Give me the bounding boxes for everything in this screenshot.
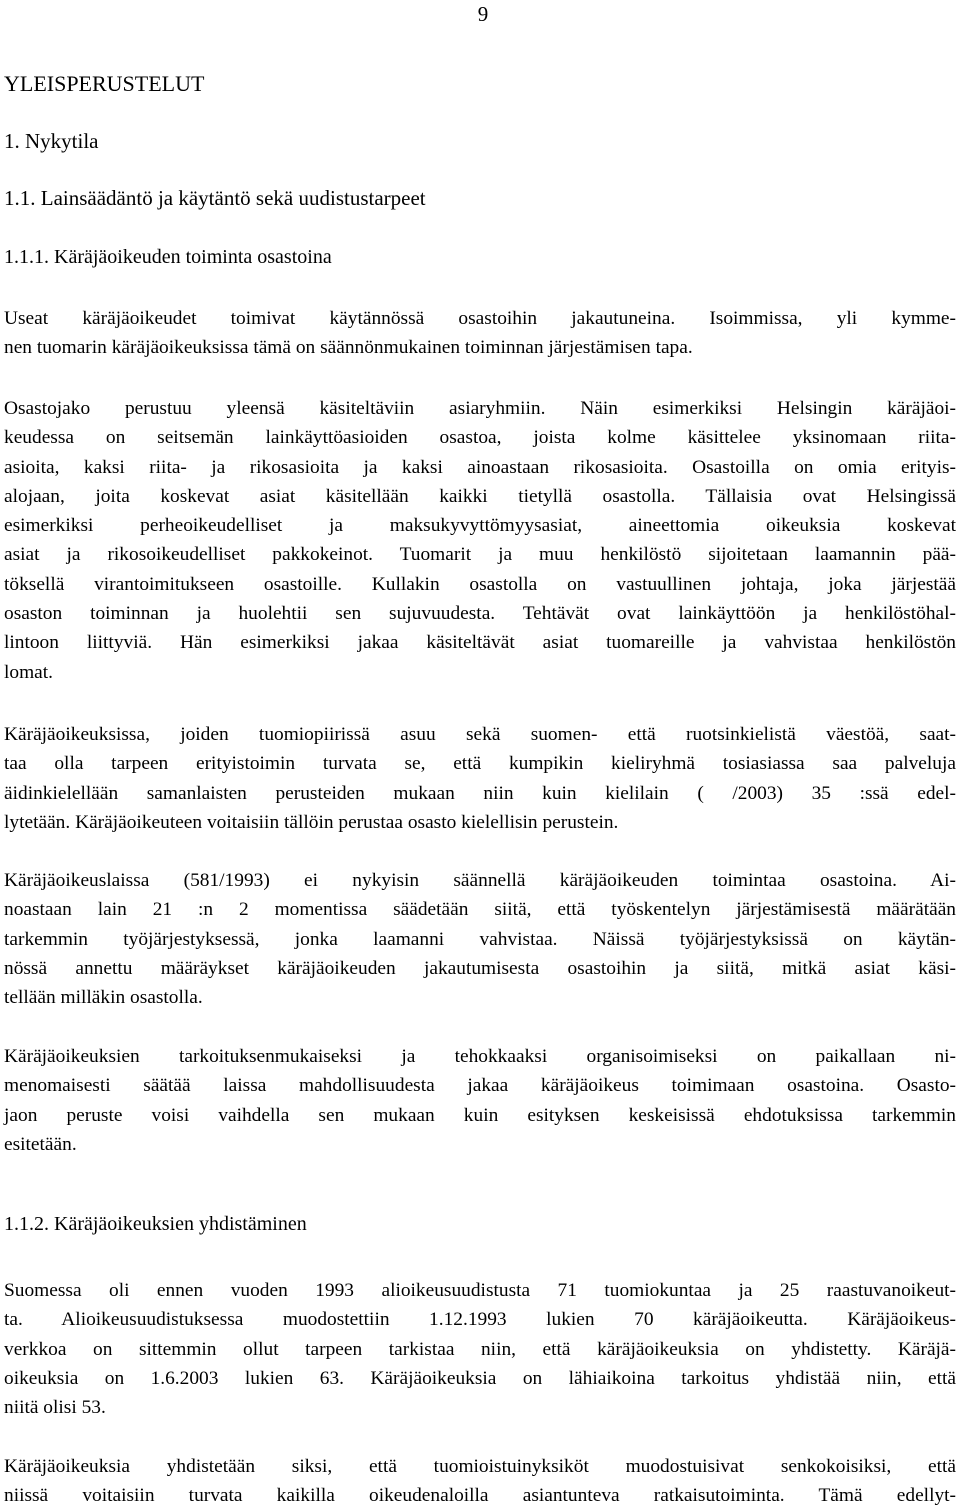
paragraph-line: nössä annettu määräykset käräjäoikeuden jakautumisesta osastoihin ja siitä, mitkä asiat käsi- bbox=[4, 957, 956, 979]
paragraph-line: verkkoa on sittemmin ollut tarpeen tarkistaa niin, että käräjäoikeuksia on yhdistetty. Käräjä- bbox=[4, 1338, 956, 1360]
section-heading-1: 1. Nykytila bbox=[4, 129, 99, 153]
paragraph-7 bbox=[4, 1452, 956, 1511]
paragraph-line: esitetään. bbox=[4, 1133, 77, 1155]
paragraph-line: Käräjäoikeuksissa, joiden tuomiopiirissä asuu sekä suomen- että ruotsinkielistä väestöä, saat- bbox=[4, 724, 956, 745]
paragraph-2 bbox=[4, 394, 956, 687]
paragraph-6 bbox=[4, 1276, 956, 1422]
paragraph-line: jaon peruste voisi vaihdella sen mukaan kuin esityksen keskeisissä ehdotuksissa tarkemmin bbox=[4, 1104, 956, 1126]
section-heading-1-1-1: 1.1.1. Käräjäoikeuden toiminta osastoina bbox=[4, 246, 332, 268]
paragraph-line: niitä olisi 53. bbox=[4, 1397, 106, 1419]
paragraph-1 bbox=[4, 304, 956, 363]
main-heading: YLEISPERUSTELUT bbox=[4, 71, 205, 96]
paragraph-line: Suomessa oli ennen vuoden 1993 alioikeusuudistusta 71 tuomiokuntaa ja 25 raastuvanoikeut- bbox=[4, 1280, 956, 1301]
paragraph-line: Käräjäoikeuksien tarkoituksenmukaiseksi ja tehokkaaksi organisoimiseksi on paikallaan ni- bbox=[4, 1046, 956, 1067]
paragraph-line: lintoon liittyviä. Hän esimerkiksi jakaa käsiteltävät asiat tuomareille ja vahvistaa henkilöstön bbox=[4, 632, 956, 654]
paragraph-line: tellään milläkin osastolla. bbox=[4, 987, 203, 1009]
paragraph-line: nen tuomarin käräjäoikeuksissa tämä on säännönmukainen toiminnan järjestämisen tapa. bbox=[4, 337, 693, 359]
paragraph-line: asioita, kaksi riita- ja rikosasioita ja kaksi ainoastaan rikosasioita. Osastoilla on omia erityis- bbox=[4, 456, 956, 478]
section-heading-1-1: 1.1. Lainsäädäntö ja käytäntö sekä uudistustarpeet bbox=[4, 186, 426, 210]
paragraph-3 bbox=[4, 720, 956, 837]
paragraph-line: niissä voitaisiin turvata kaikilla oikeudenaloilla asiantunteva ratkaisutoiminta. Tämä edellyt- bbox=[4, 1485, 956, 1507]
paragraph-line: taa olla tarpeen erityistoimin turvata se, että kumpikin kieliryhmä tosiasiassa saa palveluja bbox=[4, 753, 956, 775]
paragraph-line: asiat ja rikosoikeudelliset pakkokeinot. Tuomarit ja muu henkilöstö sijoitetaan laamannin pää- bbox=[4, 544, 956, 566]
paragraph-4 bbox=[4, 866, 956, 1012]
paragraph-line: äidinkielellään samanlaisten perusteiden mukaan niin kuin kielilain ( /2003) 35 :ssä edel- bbox=[4, 782, 956, 804]
paragraph-line: lomat. bbox=[4, 661, 54, 683]
paragraph-line: tarkemmin työjärjestyksessä, jonka laamanni vahvistaa. Näissä työjärjestyksissä on käytän- bbox=[4, 928, 956, 950]
paragraph-line: Käräjäoikeuslaissa (581/1993) ei nykyisin säännellä käräjäoikeuden toimintaa osastoina. Ai- bbox=[4, 870, 956, 891]
paragraph-line: Osastojako perustuu yleensä käsiteltäviin asiaryhmiin. Näin esimerkiksi Helsingin käräjäoi- bbox=[4, 398, 956, 419]
paragraph-line: Useat käräjäoikeudet toimivat käytännössä osastoihin jakautuneina. Isoimmissa, yli kymme- bbox=[4, 308, 956, 329]
paragraph-5 bbox=[4, 1042, 956, 1159]
page-number: 9 bbox=[477, 2, 489, 26]
paragraph-line: esimerkiksi perheoikeudelliset ja maksukyvyttömyysasiat, aineettomia oikeuksia koskevat bbox=[4, 515, 956, 537]
paragraph-line: noastaan lain 21 :n 2 momentissa säädetään siitä, että työskentelyn järjestämisestä määrätään bbox=[4, 899, 956, 921]
paragraph-line: oikeuksia on 1.6.2003 lukien 63. Käräjäoikeuksia on lähiaikoina tarkoitus yhdistää niin, että bbox=[4, 1367, 956, 1389]
paragraph-line: alojaan, joita koskevat asiat käsitellään kaikki tietyllä osastolla. Tällaisia ovat Helsingissä bbox=[4, 485, 956, 507]
paragraph-line: lytetään. Käräjäoikeuteen voitaisiin tällöin perustaa osasto kielellisin perustein. bbox=[4, 811, 619, 833]
paragraph-line: osaston toiminnan ja huolehtii sen sujuvuudesta. Tehtävät ovat lainkäyttöön ja henkilöstöhal- bbox=[4, 603, 956, 625]
section-heading-1-1-2: 1.1.2. Käräjäoikeuksien yhdistäminen bbox=[4, 1213, 307, 1235]
paragraph-line: ta. Alioikeusuudistuksessa muodostettiin 1.12.1993 lukien 70 käräjäoikeutta. Käräjäoikeus- bbox=[4, 1309, 956, 1331]
paragraph-line: keudessa on seitsemän lainkäyttöasioiden osastoa, joista kolme käsittelee yksinomaan riita- bbox=[4, 427, 956, 449]
paragraph-line: menomaisesti säätää laissa mahdollisuudesta jakaa käräjäoikeus toimimaan osastoina. Osasto- bbox=[4, 1075, 956, 1097]
paragraph-line: töksellä virantoimitukseen osastoille. Kullakin osastolla on vastuullinen johtaja, joka järjestää bbox=[4, 573, 956, 595]
paragraph-line: Käräjäoikeuksia yhdistetään siksi, että tuomioistuinyksiköt muodostuisivat senkokoisiksi, että bbox=[4, 1456, 956, 1477]
